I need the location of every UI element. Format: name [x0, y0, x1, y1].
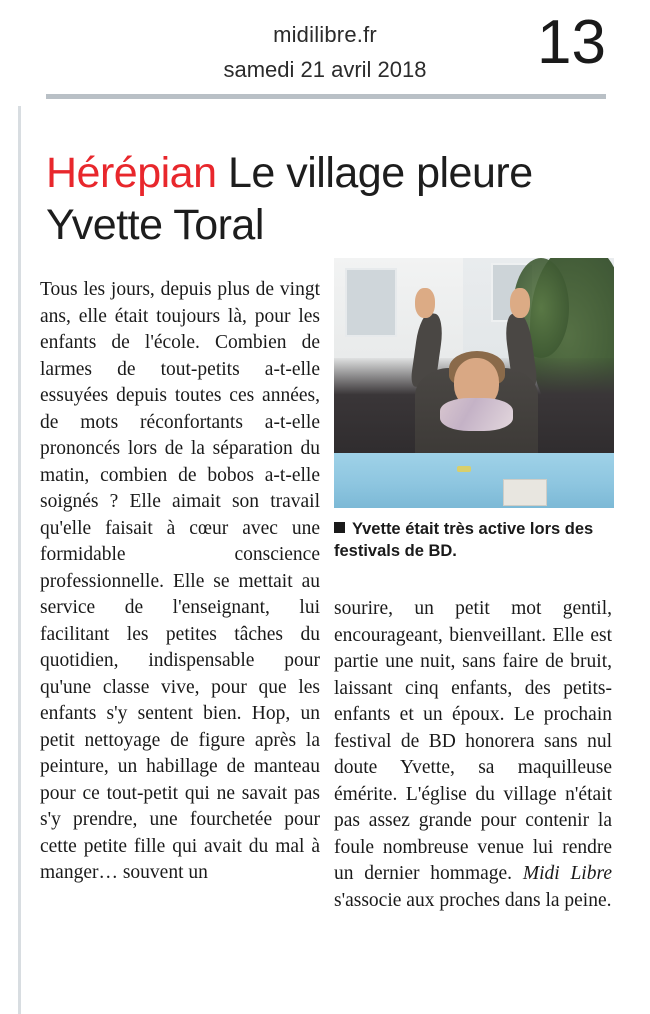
square-bullet-icon: [334, 522, 345, 533]
photo-caption: [334, 518, 616, 562]
photo-banner-object: [457, 466, 471, 472]
photo-banner-card: [503, 479, 547, 506]
photo-caption-text: Yvette était très active lors des festivals de BD.: [334, 520, 594, 560]
masthead-date: samedi 21 avril 2018: [223, 57, 427, 82]
left-margin-rule: [18, 106, 21, 1014]
article-body-left: Tous les jours, depuis plus de vingt ans, elle était toujours là, pour les enfants de l'école. Combien de larmes de tout-petits a-t-elle essuyées depuis toutes ces années, de mots réconfortants a-t-elle prononcés lors de la séparation du matin, combien de bobos a-t-elle soignés ? Elle aimait son travail qu'elle faisait à cœur avec une formidable conscience professionnelle. Elle se mettait au service de l'enseignant, lui facilitant les petites tâches du quotidien, indispensable pour qu'une classe vive, pour que les enfants s'y sentent bien. Hop, un petit nettoyage de figure après la peinture, un habillage de manteau pour ce tout-petit qui ne savait pas s'y prendre, une fourchetée pour cette petite fille qui avait du mal à manger… souvent un: [40, 279, 320, 883]
photo-banner: [334, 453, 614, 508]
article-photo: [334, 258, 614, 508]
headline-kicker: Hérépian: [46, 148, 217, 197]
publication-name: Midi Libre: [522, 863, 612, 884]
masthead-site-name: midilibre.fr: [273, 22, 377, 47]
page-number: 13: [537, 8, 606, 77]
article-body-right-part2: s'associe aux proches dans la peine.: [334, 889, 612, 911]
article-column-right: [334, 596, 612, 914]
photo-window-left: [345, 268, 397, 337]
masthead-divider: [46, 94, 606, 99]
article-column-left: [40, 277, 320, 887]
article-body-right: [334, 596, 612, 914]
article-body-right-part1: sourire, un petit mot gentil, encourageant, bienveillant. Elle est partie une nuit, sans faire de bruit, laissant cinq enfants, des petits-enfants et un époux. Le prochain festival de BD honorera sans nul doute Yvette, sa maquilleuse émérite. L'église du village n'était pas assez grande pour contenir la foule nombreuse venue lui rendre un dernier hommage.: [334, 598, 612, 884]
photo-hand-right: [510, 288, 530, 318]
page-title: [46, 147, 610, 251]
headline-text: Le village pleure Yvette Toral: [46, 148, 533, 249]
photo-image: [334, 258, 614, 508]
photo-scarf: [440, 398, 513, 431]
photo-hand-left: [415, 288, 435, 318]
masthead: [0, 0, 650, 96]
